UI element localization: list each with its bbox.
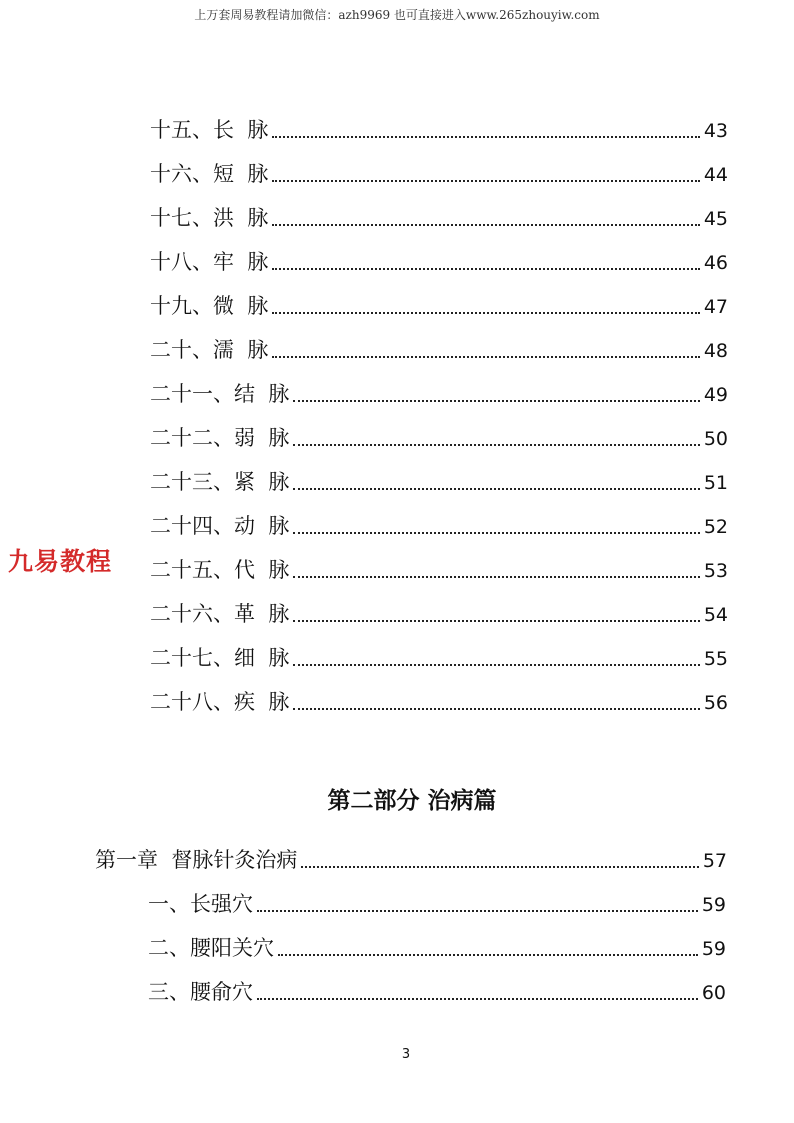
toc-entry bbox=[150, 288, 728, 320]
toc-entry-page: 50 bbox=[703, 428, 728, 450]
chapter-page: 57 bbox=[702, 850, 727, 872]
toc-entry-page: 47 bbox=[703, 296, 728, 318]
toc-entry-label: 三、腰俞穴 bbox=[148, 980, 253, 1004]
toc-entry bbox=[150, 684, 728, 716]
dot-leader bbox=[293, 400, 699, 402]
chapter-entry bbox=[95, 842, 727, 874]
toc-entry bbox=[150, 244, 728, 276]
toc-entry bbox=[150, 596, 728, 628]
toc-entry-label: 二十六、革 脉 bbox=[150, 602, 290, 626]
toc-entry-label: 二十二、弱 脉 bbox=[150, 426, 290, 450]
toc-entry-label: 二十四、动 脉 bbox=[150, 514, 290, 538]
dot-leader bbox=[272, 136, 699, 138]
dot-leader bbox=[272, 224, 699, 226]
toc-entry-page: 56 bbox=[703, 692, 728, 714]
dot-leader bbox=[293, 488, 699, 490]
toc-entry-page: 49 bbox=[703, 384, 728, 406]
toc-entry-page: 48 bbox=[703, 340, 728, 362]
toc-entry bbox=[150, 552, 728, 584]
toc-entry bbox=[150, 156, 728, 188]
toc-entry-page: 60 bbox=[701, 982, 726, 1004]
toc-entry-page: 45 bbox=[703, 208, 728, 230]
toc-entry bbox=[148, 930, 726, 962]
toc-entry-page: 53 bbox=[703, 560, 728, 582]
dot-leader bbox=[293, 620, 699, 622]
toc-entry bbox=[150, 420, 728, 452]
toc-entry bbox=[150, 112, 728, 144]
dot-leader bbox=[293, 532, 699, 534]
dot-leader bbox=[293, 708, 699, 710]
toc-entry-page: 51 bbox=[703, 472, 728, 494]
toc-entry bbox=[150, 332, 728, 364]
toc-entry bbox=[148, 886, 726, 918]
toc-entry bbox=[150, 464, 728, 496]
top-banner: 上万套周易教程请加微信：azh9969 也可直接进入www.265zhouyiw.com bbox=[194, 8, 600, 22]
toc-entry-page: 54 bbox=[703, 604, 728, 626]
toc-entry-page: 43 bbox=[703, 120, 728, 142]
toc-entry-page: 55 bbox=[703, 648, 728, 670]
toc-entry bbox=[150, 200, 728, 232]
dot-leader bbox=[301, 866, 698, 868]
toc-entry-label: 十八、牢 脉 bbox=[150, 250, 269, 274]
toc-entry-page: 44 bbox=[703, 164, 728, 186]
dot-leader bbox=[293, 664, 699, 666]
toc-entry-page: 52 bbox=[703, 516, 728, 538]
watermark-text: 九易教程 bbox=[8, 547, 113, 576]
toc-entry-label: 一、长强穴 bbox=[148, 892, 253, 916]
dot-leader bbox=[272, 312, 699, 314]
toc-entry-label: 二、腰阳关穴 bbox=[148, 936, 274, 960]
toc-entry-label: 十六、短 脉 bbox=[150, 162, 269, 186]
chapter-label: 第一章 督脉针灸治病 bbox=[95, 848, 298, 872]
toc-entry-label: 二十一、结 脉 bbox=[150, 382, 290, 406]
dot-leader bbox=[293, 444, 699, 446]
toc-entry-label: 二十八、疾 脉 bbox=[150, 690, 290, 714]
toc-entry-label: 二十五、代 脉 bbox=[150, 558, 290, 582]
page-number: 3 bbox=[401, 1047, 411, 1062]
part-heading: 第二部分 治病篇 bbox=[327, 788, 497, 814]
dot-leader bbox=[257, 910, 698, 912]
toc-entry bbox=[148, 974, 726, 1006]
toc-entry bbox=[150, 376, 728, 408]
toc-entry-page: 46 bbox=[703, 252, 728, 274]
toc-entry-label: 十五、长 脉 bbox=[150, 118, 269, 142]
toc-entry-label: 二十三、紧 脉 bbox=[150, 470, 290, 494]
toc-entry-label: 十七、洪 脉 bbox=[150, 206, 269, 230]
toc-entry bbox=[150, 508, 728, 540]
dot-leader bbox=[293, 576, 699, 578]
dot-leader bbox=[278, 954, 698, 956]
toc-entry-label: 二十、濡 脉 bbox=[150, 338, 269, 362]
dot-leader bbox=[272, 268, 699, 270]
dot-leader bbox=[272, 180, 699, 182]
toc-entry-label: 二十七、细 脉 bbox=[150, 646, 290, 670]
toc-entry bbox=[150, 640, 728, 672]
toc-entry-page: 59 bbox=[701, 938, 726, 960]
toc-entry-page: 59 bbox=[701, 894, 726, 916]
dot-leader bbox=[272, 356, 699, 358]
dot-leader bbox=[257, 998, 698, 1000]
toc-entry-label: 十九、微 脉 bbox=[150, 294, 269, 318]
